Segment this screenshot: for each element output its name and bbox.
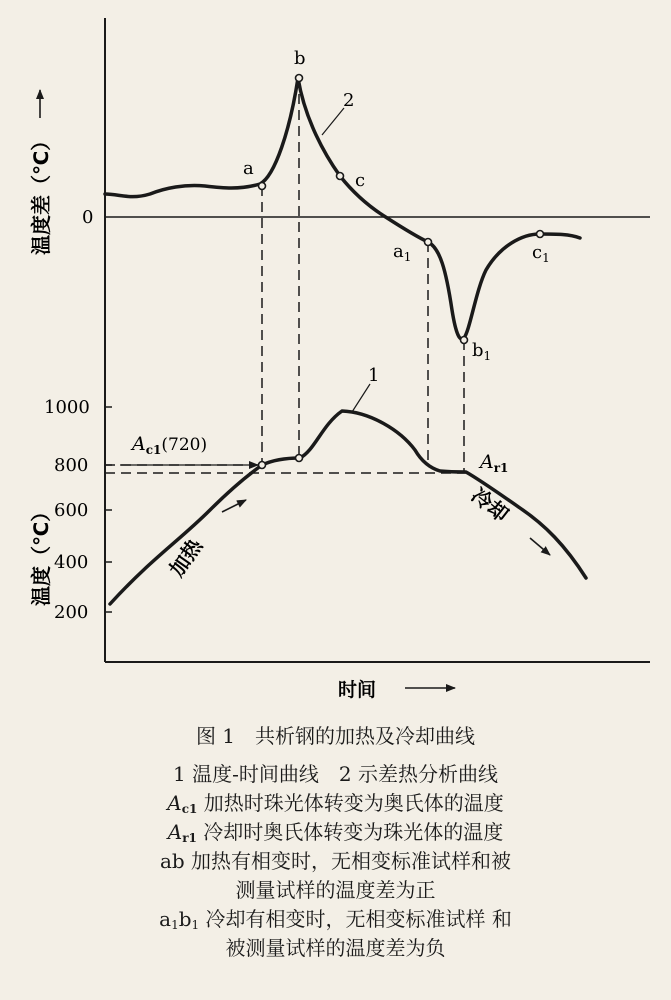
caption-a1b1-text: 冷却有相变时，无相变标准试样 和 [199,907,512,931]
dta-axis-label: 温度差（℃） [29,130,53,255]
caption-b1-sub: 1 [191,918,200,932]
point-a1 [425,239,432,246]
caption-line-ab-2: 测量试样的温度差为正 [235,878,436,902]
figure-title: 图 1 共析钢的加热及冷却曲线 [195,724,476,748]
point-c1 [537,231,544,238]
cooling-arrow [530,538,550,555]
time-axis-label: 时间 [338,679,377,701]
curve1-leader [352,384,370,412]
caption-line-ab-1: ab 加热有相变时，无相变标准试样和被 [159,849,512,873]
label-c: c [355,170,366,191]
caption-line-a1b1-2: 被测量试样的温度差为负 [225,936,446,960]
dta-curve [105,78,580,339]
caption-a1-sub: 1 [171,918,179,932]
caption-ar1-text: 冷却时奥氏体转变为珠光体的温度 [203,820,504,844]
label-b1: $b_1$ [472,340,492,363]
curve2-label: 2 [343,90,355,111]
tick-label-1000: 1000 [44,397,90,418]
point-ac1 [259,462,266,469]
tick-label-0: 0 [82,207,94,228]
point-b [296,75,303,82]
label-a1: $a_1$ [393,241,412,264]
tick-label-200: 200 [54,602,89,623]
caption-ac1-sub: c1 [181,802,198,816]
temp-axis-label: 温度（℃） [29,501,53,606]
tick-label-400: 400 [54,552,89,573]
heating-arrow [222,500,246,512]
caption-ac1-symbol: A [167,791,182,815]
point-a [259,183,266,190]
caption-ar1-sub: r1 [182,831,197,845]
label-c1: $c_1$ [532,242,550,265]
ac1-annotation: $A_{c1}(720)$ [132,433,208,457]
caption-line-curves: 1 温度-时间曲线 2 示差热分析曲线 [173,762,498,786]
label-a: a [243,158,254,179]
caption-a1-main: a [159,907,172,931]
point-b-temp [296,455,303,462]
caption-ac1-text: 加热时珠光体转变为奥氏体的温度 [203,791,504,815]
caption-b1-main: b [178,907,192,931]
point-b1 [461,337,468,344]
tick-label-600: 600 [54,500,89,521]
cooling-label: 冷却 [466,483,514,527]
label-b: b [294,48,306,69]
heating-label: 加热 [164,534,208,581]
caption-ar1-symbol: A [167,820,183,844]
ar1-annotation: $A_{r1}$ [480,451,509,475]
tick-label-800: 800 [54,455,89,476]
curve2-leader [322,108,344,135]
point-c [337,173,344,180]
curve1-label: 1 [368,365,380,386]
